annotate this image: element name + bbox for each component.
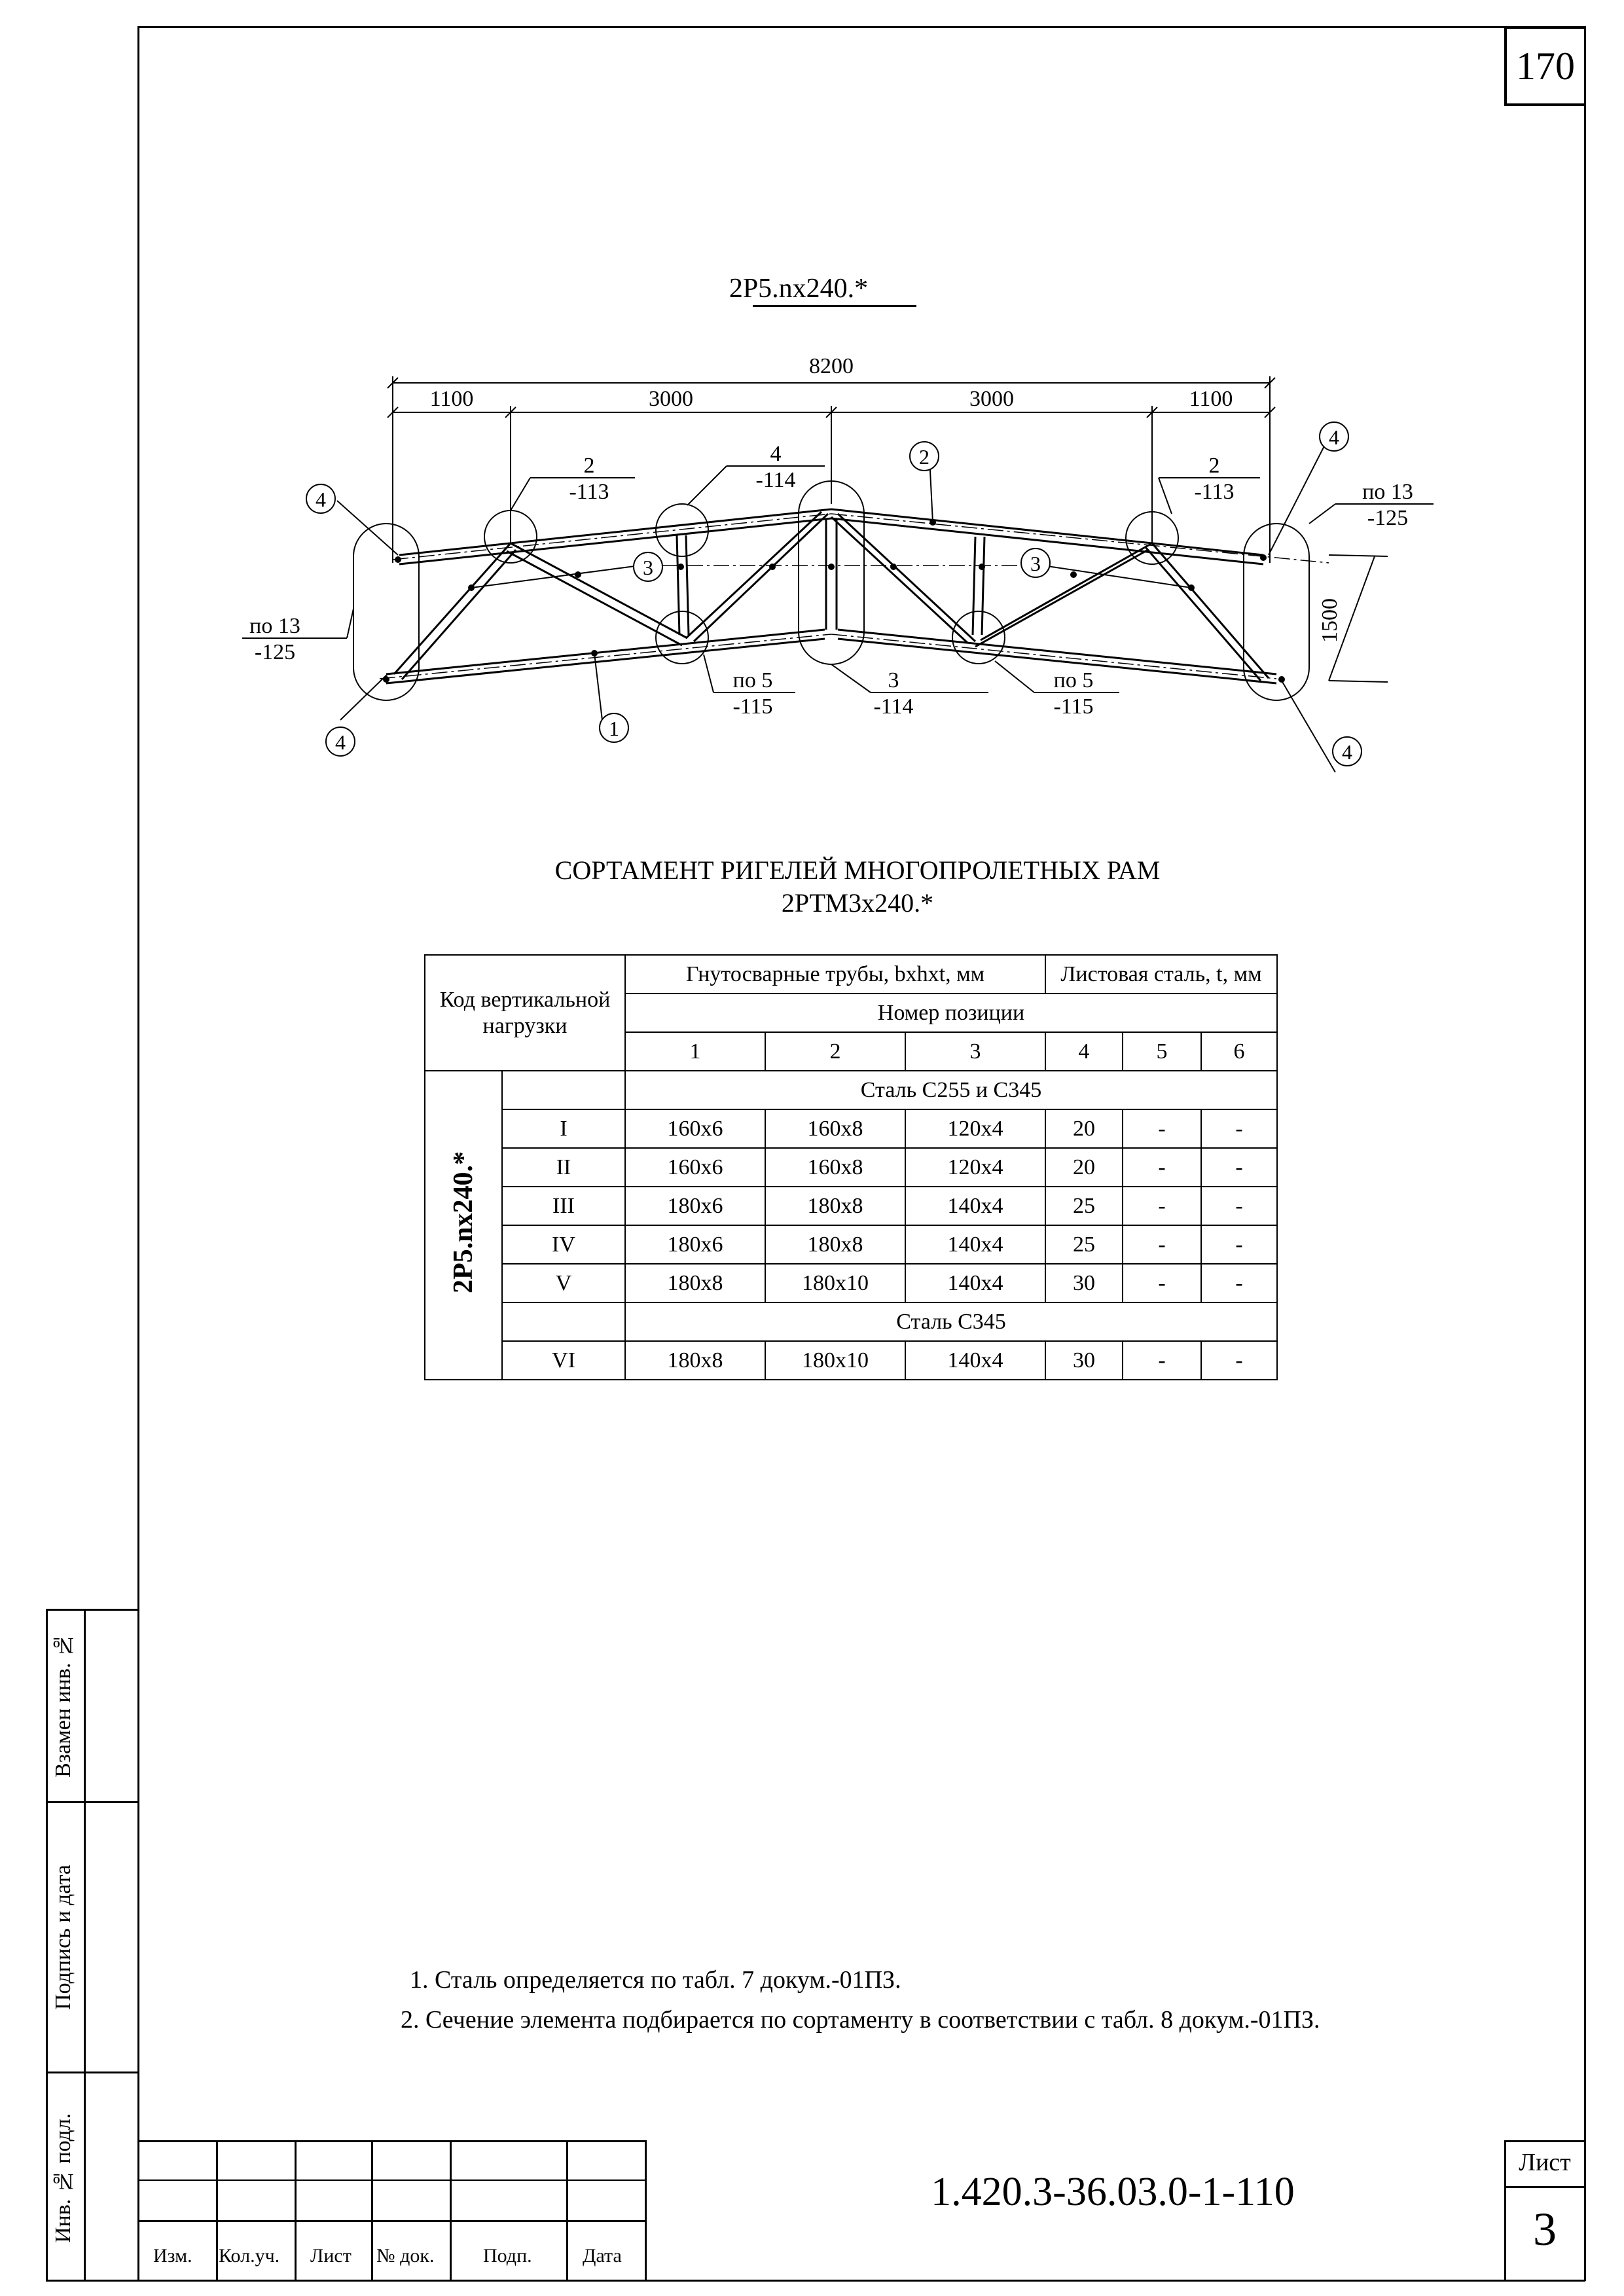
dim-seg1: 1100 — [429, 387, 474, 411]
cell: 180х10 — [765, 1341, 905, 1380]
cell: 160х8 — [765, 1148, 905, 1187]
side-strip-div1 — [46, 1801, 139, 1803]
sheet-number: 3 — [1533, 2203, 1557, 2255]
cell: 160х8 — [765, 1109, 905, 1148]
cell: 25 — [1045, 1187, 1123, 1225]
cell: - — [1123, 1187, 1201, 1225]
cell: - — [1201, 1225, 1277, 1264]
cell: 120х4 — [905, 1148, 1045, 1187]
cell: 140х4 — [905, 1264, 1045, 1302]
cell: - — [1201, 1148, 1277, 1187]
callout-3-r: 3 — [1030, 552, 1041, 575]
cell: - — [1123, 1148, 1201, 1187]
side-label-inv-replace: Взамен инв. № — [51, 1633, 75, 1778]
cell: - — [1201, 1187, 1277, 1225]
truss-drawing — [216, 347, 1460, 772]
table-row — [425, 1225, 1277, 1264]
side-label-inv-orig: Инв. № подл. — [51, 2113, 75, 2243]
cell: 30 — [1045, 1341, 1123, 1380]
leaders — [242, 437, 1434, 772]
stamp-kol: Кол.уч. — [219, 2245, 280, 2267]
dim-total: 8200 — [809, 354, 854, 378]
frame-top — [137, 26, 1585, 28]
callout-4-br: 4 — [1342, 740, 1352, 764]
steel-group-1: Сталь С255 и С345 — [625, 1071, 1277, 1109]
truss-title: 2Р5.nх240.* — [729, 274, 869, 304]
header-sheet-steel: Листовая сталь, t, мм — [1045, 955, 1277, 994]
position-3: 3 — [905, 1032, 1045, 1071]
cell: 20 — [1045, 1109, 1123, 1148]
frame-right — [1584, 26, 1586, 2281]
header-code: Код вертикальной нагрузки — [425, 955, 625, 1071]
row-code: III — [502, 1187, 625, 1225]
dim-seg3: 3000 — [969, 387, 1014, 411]
doc-code: 1.420.3-36.03.0-1-110 — [931, 2170, 1295, 2214]
group-label-cell — [425, 1071, 502, 1380]
stamp-top — [137, 2140, 645, 2142]
lbl-po13-l-top: по 13 — [249, 614, 300, 638]
callout-4-tr: 4 — [1329, 425, 1339, 449]
stamp-podp: Подп. — [483, 2245, 532, 2267]
lbl-po5-l-top: по 5 — [732, 668, 773, 692]
cell: - — [1201, 1341, 1277, 1380]
truss-members — [386, 509, 1276, 683]
header-pipes: Гнутосварные трубы, bxhxt, мм — [625, 955, 1045, 994]
cell: 25 — [1045, 1225, 1123, 1264]
stamp-top-right — [1504, 2140, 1585, 2142]
sheet-label: Лист — [1519, 2149, 1571, 2176]
header-position: Номер позиции — [625, 994, 1277, 1032]
lbl-po5-r-bot: -115 — [1053, 694, 1094, 719]
cell: 20 — [1045, 1148, 1123, 1187]
cell: 180х6 — [625, 1225, 765, 1264]
dim-seg4: 1100 — [1189, 387, 1233, 411]
stamp-list: Лист — [310, 2245, 352, 2267]
row-code: I — [502, 1109, 625, 1148]
empty-cell — [502, 1071, 625, 1109]
table-row — [425, 1148, 1277, 1187]
stamp-izm: Изм. — [153, 2245, 192, 2267]
cell: 140х4 — [905, 1225, 1045, 1264]
stamp-vline-6 — [645, 2140, 647, 2280]
position-2: 2 — [765, 1032, 905, 1071]
lbl-4-114-bot: -114 — [755, 468, 796, 492]
side-strip-inner — [84, 1609, 86, 2282]
frame-left — [137, 26, 139, 2281]
lbl-po13-r-top: по 13 — [1362, 480, 1413, 504]
position-6: 6 — [1201, 1032, 1277, 1071]
lbl-2-113-r-top: 2 — [1208, 454, 1220, 478]
stamp-vline-4 — [450, 2140, 452, 2280]
table-title — [393, 854, 1322, 920]
table-row — [425, 1109, 1277, 1148]
position-1: 1 — [625, 1032, 765, 1071]
stamp-data: Дата — [583, 2245, 622, 2267]
callout-2-mid: 2 — [919, 445, 929, 469]
lbl-2-113-r-bot: -113 — [1194, 480, 1235, 504]
cell: - — [1201, 1264, 1277, 1302]
cell: 180х10 — [765, 1264, 905, 1302]
stamp-vline-5 — [566, 2140, 568, 2280]
lbl-2-113-l-top: 2 — [583, 454, 595, 478]
cell: 160х6 — [625, 1148, 765, 1187]
empty-cell — [502, 1302, 625, 1341]
cell: 30 — [1045, 1264, 1123, 1302]
row-code: V — [502, 1264, 625, 1302]
side-label-sign-date: Подпись и дата — [51, 1865, 75, 2010]
position-4: 4 — [1045, 1032, 1123, 1071]
stamp-mid1 — [137, 2179, 645, 2181]
stamp-mid2 — [137, 2220, 645, 2222]
cell: 180х6 — [625, 1187, 765, 1225]
cell: - — [1123, 1264, 1201, 1302]
cell: 120х4 — [905, 1109, 1045, 1148]
stamp-right-mid — [1504, 2186, 1585, 2188]
page-number: 170 — [1504, 26, 1584, 106]
cell: - — [1123, 1109, 1201, 1148]
frame-bottom — [137, 2280, 1585, 2282]
cell: 140х4 — [905, 1187, 1045, 1225]
side-strip-div2 — [46, 2072, 139, 2073]
table-row — [425, 1341, 1277, 1380]
table-title-line2: 2РТМ3х240.* — [781, 888, 934, 918]
cell: 180х8 — [765, 1187, 905, 1225]
lbl-2-113-l-bot: -113 — [569, 480, 609, 504]
dimension-lines — [388, 376, 1388, 682]
lbl-po13-r-bot: -125 — [1367, 506, 1409, 530]
side-strip-top — [46, 1609, 139, 1611]
lbl-po13-l-bot: -125 — [254, 640, 296, 664]
dim-seg2: 3000 — [649, 387, 693, 411]
assortment-table — [424, 954, 1278, 1380]
lbl-3-114-bot: -114 — [873, 694, 914, 719]
stamp-ndoc: № док. — [376, 2245, 435, 2267]
table-row — [425, 1187, 1277, 1225]
side-strip-bottom — [46, 2280, 139, 2282]
stamp-vline-3 — [371, 2140, 373, 2280]
callout-4-bl: 4 — [335, 730, 346, 754]
notes — [401, 1960, 1320, 2040]
position-5: 5 — [1123, 1032, 1201, 1071]
steel-group-2: Сталь С345 — [625, 1302, 1277, 1341]
stamp-vline-1 — [216, 2140, 218, 2280]
note-2: 2. Сечение элемента подбирается по сортаменту в соответствии с табл. 8 докум.-01ПЗ. — [401, 2005, 1320, 2034]
cell: 160х6 — [625, 1109, 765, 1148]
row-code: IV — [502, 1225, 625, 1264]
side-strip-left — [46, 1609, 48, 2282]
cell: 140х4 — [905, 1341, 1045, 1380]
table-row — [425, 1264, 1277, 1302]
lbl-3-114-top: 3 — [888, 668, 899, 692]
lbl-4-114-top: 4 — [770, 442, 782, 466]
callout-1-bot: 1 — [609, 717, 619, 740]
lbl-po5-r-top: по 5 — [1053, 668, 1094, 692]
cell: 180х8 — [625, 1264, 765, 1302]
cell: - — [1123, 1341, 1201, 1380]
group-label: 2Р5.nх240.* — [448, 1151, 478, 1293]
cell: - — [1201, 1109, 1277, 1148]
cell: 180х8 — [625, 1341, 765, 1380]
dim-height: 1500 — [1318, 598, 1342, 643]
callout-4-tl: 4 — [316, 488, 326, 511]
cell: - — [1123, 1225, 1201, 1264]
callout-3-l: 3 — [643, 556, 653, 579]
table-title-line1: СОРТАМЕНТ РИГЕЛЕЙ МНОГОПРОЛЕТНЫХ РАМ — [554, 855, 1161, 885]
note-1: 1. Сталь определяется по табл. 7 докум.-01ПЗ. — [410, 1966, 901, 1994]
stamp-vline-2 — [295, 2140, 297, 2280]
cell: 180х8 — [765, 1225, 905, 1264]
row-code: II — [502, 1148, 625, 1187]
truss-title-underline — [753, 305, 916, 307]
row-code: VI — [502, 1341, 625, 1380]
lbl-po5-l-bot: -115 — [732, 694, 773, 719]
